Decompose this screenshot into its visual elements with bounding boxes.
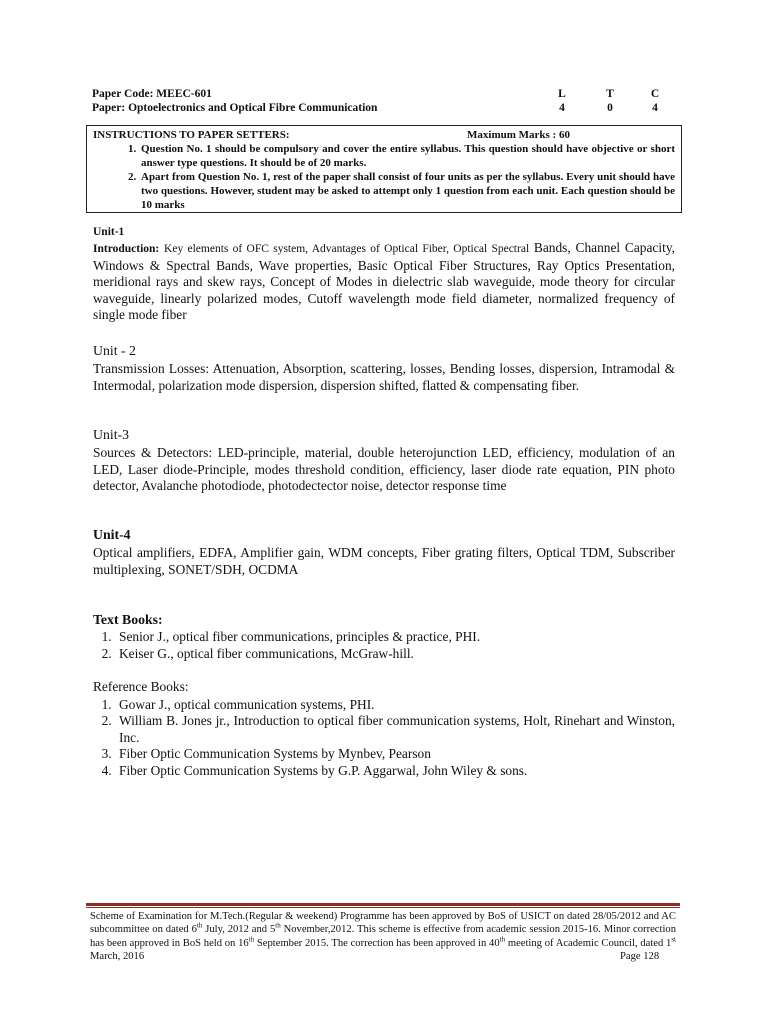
- unit-1-heading: Unit-1: [93, 226, 125, 238]
- instruction-item: 1. Question No. 1 should be compulsory and cover the entire syllabus. This question should have objective or short answer type questions. It should be of 20 marks.: [139, 142, 675, 170]
- unit-4-section: [93, 527, 675, 578]
- list-item: 3. Fiber Optic Communication Systems by Mynbev, Pearson: [115, 746, 675, 763]
- unit-4-heading: Unit-4: [93, 527, 131, 542]
- list-item: 4. Fiber Optic Communication Systems by G.P. Aggarwal, John Wiley & sons.: [115, 763, 675, 780]
- footer-text: March, 2016: [90, 951, 145, 963]
- instructions-list: [87, 142, 681, 212]
- list-item: 1. Gowar J., optical communication systems, PHI.: [115, 697, 675, 714]
- unit-1-intro-text: Key elements of OFC system, Advantages of Optical Fiber, Optical Spectral: [164, 243, 530, 255]
- ltc-value-t: 0: [607, 102, 613, 114]
- unit-3-section: [93, 427, 675, 495]
- paper-code: Paper Code: MEEC-601: [92, 88, 212, 100]
- unit-1-section: [93, 226, 675, 324]
- instructions-box: [86, 125, 682, 213]
- unit-1-topics: Bands, Channel Capacity, Windows & Spectral Bands, Wave properties, Basic Optical Fiber Structures, Ray Optics Presentation, meridional rays and skew rays, Concept of Modes in dielectric slab waveguide, mode theory for circular waveguide, linearly polarized modes, Cutoff wavelength mode field diameter, normalized frequency of single mode fiber: [93, 240, 675, 323]
- reference-books-heading: Reference Books:: [93, 679, 189, 694]
- footer-sup: th: [275, 921, 281, 930]
- text-books-section: [93, 612, 675, 662]
- footer-rule-thick: [86, 903, 680, 906]
- maximum-marks: Maximum Marks : 60: [467, 129, 570, 141]
- introduction-label: Introduction:: [93, 243, 160, 255]
- unit-2-heading: Unit - 2: [93, 343, 136, 358]
- unit-3-heading: Unit-3: [93, 427, 130, 442]
- list-item: 2. William B. Jones jr., Introduction to optical fiber communication systems, Holt, Rinehart and Winston, Inc.: [115, 713, 675, 746]
- footer-text: July, 2012 and 5: [202, 924, 276, 936]
- footer-sup: th: [499, 935, 506, 944]
- footer-text: Scheme of Examination for M.Tech.(Regular & weekend) Programme has been approved by BoS of USICT on dated 28/05/2012 and AC subcommittee on dated 6: [90, 911, 676, 936]
- footer-sup: th: [248, 935, 255, 944]
- ltc-label-l: L: [558, 88, 566, 100]
- footer-text: September 2015. The correction has been approved in 40: [254, 937, 500, 949]
- footer-note: [90, 910, 676, 964]
- list-item: 2. Keiser G., optical fiber communications, McGraw-hill.: [115, 646, 675, 663]
- list-item: 1. Senior J., optical fiber communications, principles & practice, PHI.: [115, 629, 675, 646]
- ltc-value-l: 4: [559, 102, 565, 114]
- text-books-list: [93, 629, 675, 662]
- text-books-heading: Text Books:: [93, 612, 163, 627]
- unit-4-body: Optical amplifiers, EDFA, Amplifier gain, WDM concepts, Fiber grating filters, Optical TDM, Subscriber multiplexing, SONET/SDH, OCDMA: [93, 545, 675, 577]
- unit-1-body: [93, 240, 675, 324]
- footer-text: meeting of Academic Council, dated 1: [505, 937, 672, 949]
- ltc-label-t: T: [606, 88, 614, 100]
- footer-rule-thin: [86, 907, 680, 908]
- footer-sup: st: [671, 935, 676, 944]
- ltc-value-c: 4: [652, 102, 658, 114]
- reference-books-list: [93, 697, 675, 780]
- unit-2-section: [93, 343, 675, 394]
- unit-2-body: Transmission Losses: Attenuation, Absorption, scattering, losses, Bending losses, dispersion, Intramodal & Intermodal, polarization mode dispersion, dispersion shifted, flatted & compensating fiber.: [93, 361, 675, 393]
- instructions-title: INSTRUCTIONS TO PAPER SETTERS:: [93, 129, 290, 141]
- page-number: Page 128: [620, 951, 660, 962]
- ltc-label-c: C: [650, 88, 660, 100]
- unit-3-body: Sources & Detectors: LED-principle, material, double heterojunction LED, efficiency, modulation of an LED, Laser diode-Principle, modes threshold condition, efficiency, laser diode rate equation, PIN photo detector, Avalanche photodiode, photodectector noise, detector response time: [93, 445, 675, 494]
- instruction-item: 2. Apart from Question No. 1, rest of the paper shall consist of four units as per the syllabus. Every unit should have two questions. However, student may be asked to attempt only 1 question from each unit. Each question should be 10 marks: [139, 170, 675, 212]
- footer-sup: th: [196, 921, 203, 930]
- reference-books-section: [93, 679, 675, 780]
- paper-title: Paper: Optoelectronics and Optical Fibre Communication: [92, 102, 378, 114]
- footer-text: November,2012. This scheme is effective from academic session 2015-16. Minor correction has been approved in BoS held on 16: [90, 924, 676, 949]
